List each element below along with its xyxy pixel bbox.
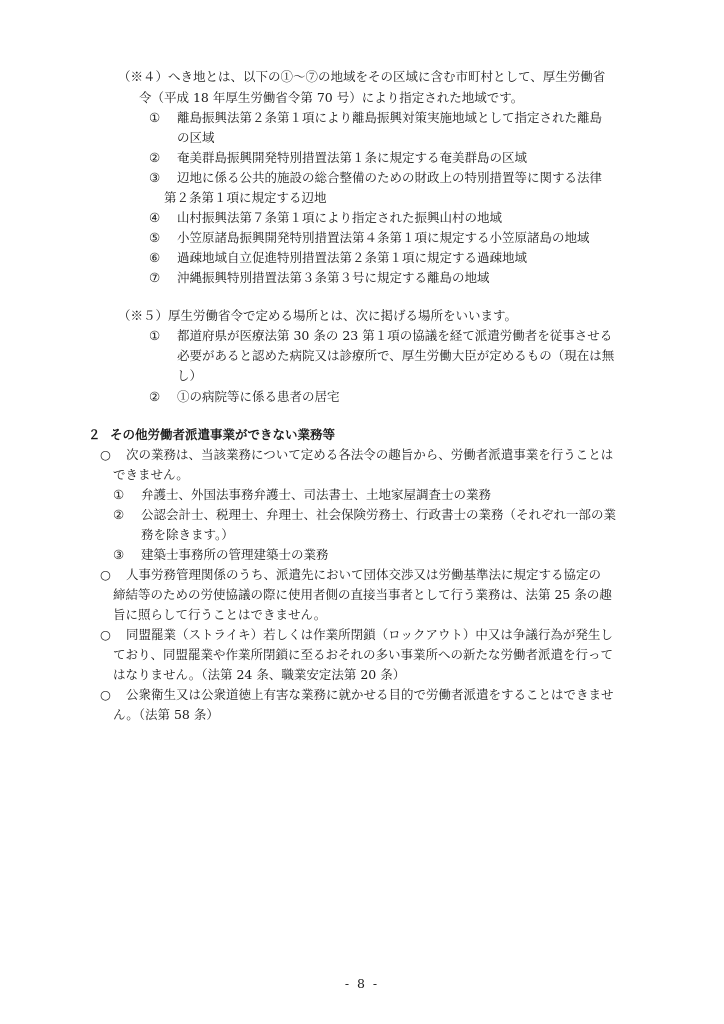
note4-item-1 xyxy=(149,109,602,127)
bullet-marker: ○ xyxy=(100,447,111,462)
section-number: ２ xyxy=(88,427,101,442)
item-marker: ① xyxy=(149,110,161,125)
item-marker: ① xyxy=(113,487,125,502)
item-text: 沖縄振興特別措置法第３条第３号に規定する離島の地域 xyxy=(177,270,490,285)
note5-item-1 xyxy=(149,327,612,345)
note4-item-3-continued: 第２条第１項に規定する辺地 xyxy=(164,190,327,205)
item-text: 建築士事務所の管理建築士の業務 xyxy=(141,547,329,562)
item-marker: ① xyxy=(149,328,161,343)
item-text: 奄美群島振興開発特別措置法第１条に規定する奄美群島の区域 xyxy=(177,150,528,165)
item-marker: ③ xyxy=(113,547,125,562)
bullet-3-continued: はなりません。（法第 24 条、職業安定法第 20 条） xyxy=(113,667,406,682)
sub-item-2-continued: 務を除きます。） xyxy=(141,527,234,542)
note4-item-2 xyxy=(149,149,527,167)
item-text: 過疎地域自立促進特別措置法第２条第１項に規定する過疎地域 xyxy=(177,250,528,265)
note4-item-3 xyxy=(149,169,602,187)
item-marker: ⑥ xyxy=(149,250,161,265)
bullet-1-continued: できません。 xyxy=(113,467,189,482)
bullet-3-continued: ており、同盟罷業や作業所閉鎖に至るおそれの多い事業所への新たな労働者派遣を行って xyxy=(113,647,614,662)
item-text: ①の病院等に係る患者の居宅 xyxy=(177,389,340,404)
note4-item-1-continued: の区域 xyxy=(177,130,215,145)
note5-text: 厚生労働省令で定める場所とは、次に掲げる場所をいいます。 xyxy=(168,308,518,323)
note4-item-4 xyxy=(149,209,502,227)
item-text: 弁護士、外国法事務弁護士、司法書士、土地家屋調査士の業務 xyxy=(141,487,492,502)
bullet-marker: ○ xyxy=(100,567,111,582)
bullet-text: 次の業務は、当該業務について定める各法令の趣旨から、労働者派遣事業を行うことは xyxy=(126,447,614,462)
item-text: 都道府県が医療法第 30 条の 23 第１項の協議を経て派遣労働者を従事させる xyxy=(177,328,613,343)
note5-label: （※５） xyxy=(118,308,169,323)
item-marker: ② xyxy=(113,507,125,522)
item-marker: ⑤ xyxy=(149,230,161,245)
bullet-2-continued: 締結等のための労使協議の際に使用者側の直接当事者として行う業務は、法第 25 条の趣 xyxy=(113,587,612,602)
note5-first-line xyxy=(118,307,517,325)
bullet-3 xyxy=(100,626,613,644)
item-text: 山村振興法第７条第１項により指定された振興山村の地域 xyxy=(177,210,503,225)
section-heading xyxy=(88,426,335,444)
bullet-marker: ○ xyxy=(100,687,111,702)
note4-text-continued: 令（平成 18 年厚生労働省令第 70 号）により指定された地域です。 xyxy=(139,90,524,105)
bullet-4 xyxy=(100,686,614,704)
item-text: 公認会計士、税理士、弁理士、社会保険労務士、行政書士の業務（それぞれ一部の業 xyxy=(141,507,617,522)
bullet-text: 人事労務管理関係のうち、派遣先において団体交渉又は労働基準法に規定する協定の xyxy=(126,567,602,582)
item-text: 小笠原諸島振興開発特別措置法第４条第１項に規定する小笠原諸島の地域 xyxy=(177,230,590,245)
section-title: その他労働者派遣事業ができない業務等 xyxy=(110,427,336,442)
note5-item-2 xyxy=(149,388,340,406)
note4-label: （※４） xyxy=(118,69,169,84)
note4-item-6 xyxy=(149,249,527,267)
bullet-2-continued: 旨に照らして行うことはできません。 xyxy=(113,607,327,622)
sub-item-3 xyxy=(113,546,329,564)
item-marker: ② xyxy=(149,150,161,165)
item-marker: ④ xyxy=(149,210,161,225)
note5-item-1-continued: 必要があると認めた病院又は診療所で、厚生労働大臣が定めるもの（現在は無 xyxy=(177,348,615,363)
item-marker: ② xyxy=(149,389,161,404)
sub-item-1 xyxy=(113,486,491,504)
note4-item-5 xyxy=(149,229,590,247)
bullet-1 xyxy=(100,446,613,464)
bullet-marker: ○ xyxy=(100,627,111,642)
item-marker: ⑦ xyxy=(149,270,161,285)
bullet-text: 公衆衛生又は公衆道徳上有害な業務に就かせる目的で労働者派遣をすることはできませ xyxy=(126,687,614,702)
note4-text: へき地とは、以下の①～⑦の地域をその区域に含む市町村として、厚生労働省 xyxy=(168,69,606,84)
sub-item-2 xyxy=(113,506,616,524)
bullet-4-continued: ん。（法第 58 条） xyxy=(113,707,219,722)
note4-first-line xyxy=(118,68,605,86)
note5-item-1-continued: し） xyxy=(177,368,203,383)
bullet-text: 同盟罷業（ストライキ）若しくは作業所閉鎖（ロックアウト）中又は争議行為が発生し xyxy=(126,627,613,642)
item-text: 離島振興法第２条第１項により離島振興対策実施地域として指定された離島 xyxy=(177,110,603,125)
item-text: 辺地に係る公共的施設の総合整備のための財政上の特別措置等に関する法律 xyxy=(177,170,603,185)
item-marker: ③ xyxy=(149,170,161,185)
bullet-2 xyxy=(100,566,601,584)
page-number: - 8 - xyxy=(344,976,380,991)
note4-item-7 xyxy=(149,269,490,287)
